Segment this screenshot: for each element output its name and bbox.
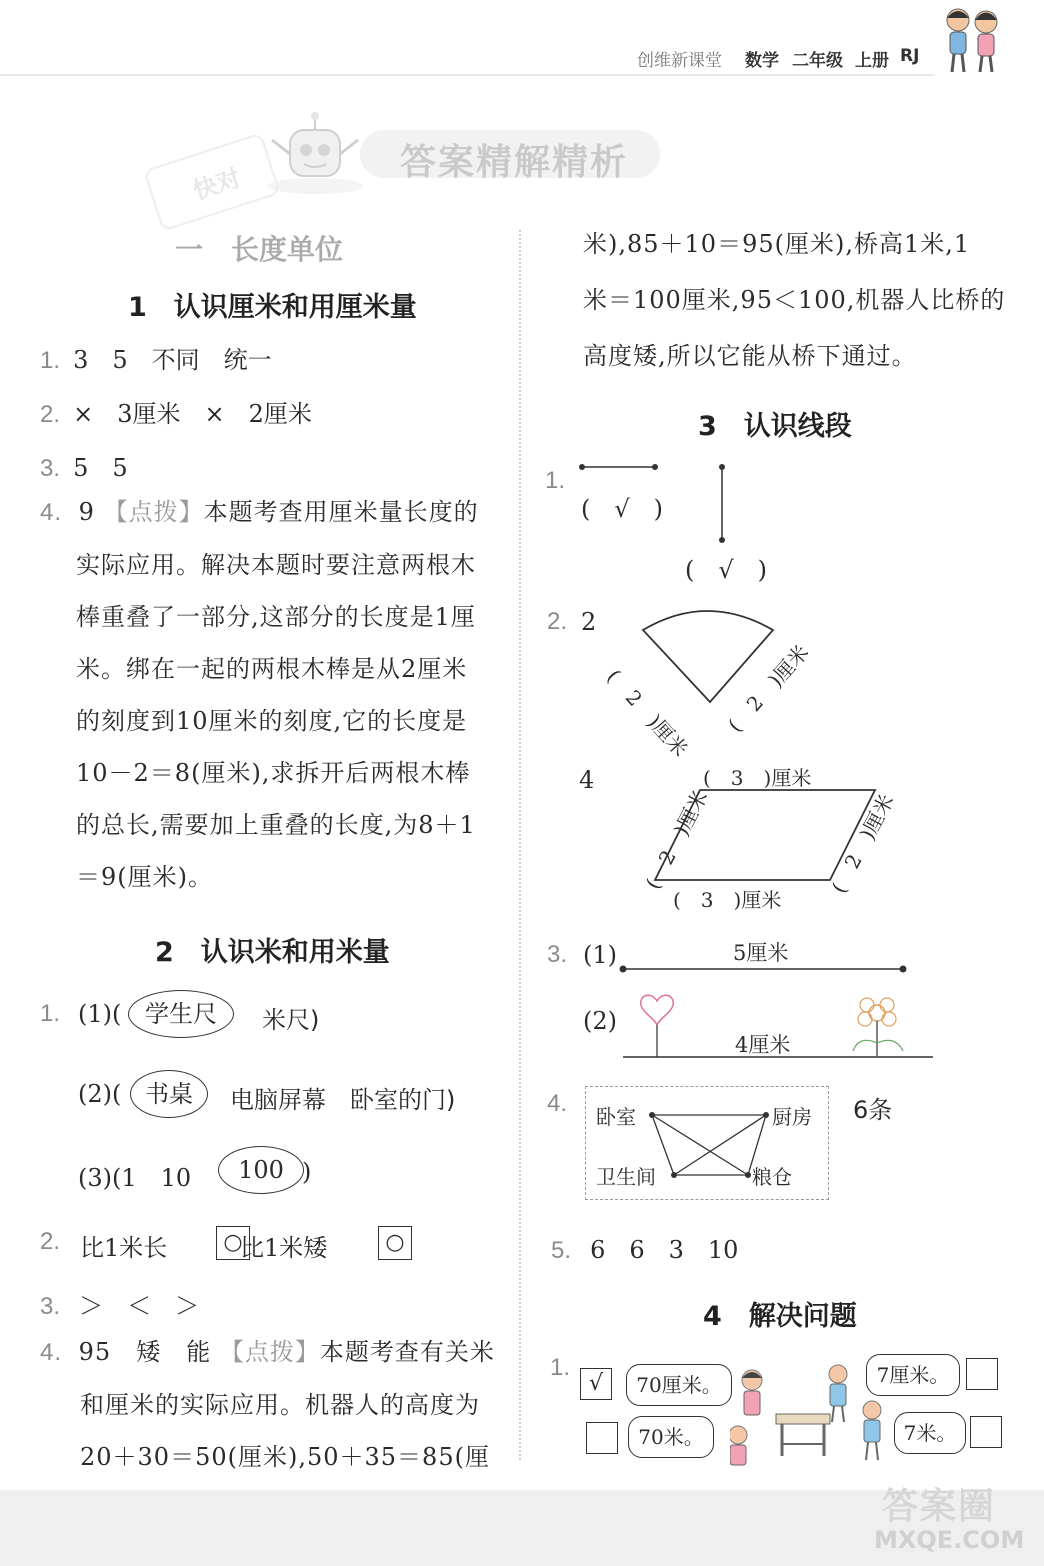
room-bedroom: 卧室 [596,1105,636,1129]
header-edition: RJ [900,46,920,66]
question-number: 1. [40,347,61,374]
option1-box [580,1368,612,1400]
lesson2-q4-continued [583,218,1005,382]
answer-text: 3 5 不同 统一 [73,346,272,374]
segment-5cm [615,963,915,975]
question-number: 5. [551,1237,572,1264]
option4-bubble [894,1412,966,1454]
banner-watermark [143,132,281,231]
explanation-line: 和厘米的实际应用。机器人的高度为 [80,1391,480,1419]
watermark-site: MXQE.COM [874,1526,1025,1554]
lesson3-q2 [545,600,899,912]
footer-watermark [870,1478,1030,1566]
explanation-line: 米＝100厘米,95＜100,机器人比桥的 [583,286,1006,314]
lesson2-q2 [40,1226,440,1266]
answer-text: 6条 [853,1096,893,1124]
explanation-line: 的刻度到10厘米的刻度,它的长度是 [76,707,468,735]
fan-label-right: ( 2 )厘米 [722,640,814,737]
question-number: 1. [550,1354,571,1381]
option-b-box [378,1226,412,1260]
para-label-top: ( 3 )厘米 [703,766,812,790]
explanation-line: 米。绑在一起的两根木棒是从2厘米 [76,655,468,683]
option1-bubble [626,1364,732,1406]
check-mark-1: ( √ ) [581,495,664,523]
header-grade: 二年级 [792,51,843,71]
answer-text: 95 矮 能 [78,1338,212,1366]
check-mark: √ [588,1371,604,1396]
explanation-line: 本题考查有关米 [319,1338,495,1366]
question-number: 4. [547,1090,568,1117]
part-prefix: (3)(1 10 [78,1164,192,1192]
explanation-line: 的总长,需要加上重叠的长度,为8＋1 [76,811,476,839]
fan-label-left: ( 2 )厘米 [602,664,693,762]
watermark-text: 快对 [189,163,245,206]
rooms-diagram [585,1086,829,1200]
question-number: 4. [40,1339,63,1366]
option-b-label: 比1米矮 [240,1234,328,1262]
part-rest: 电脑屏幕 卧室的门) [230,1086,456,1114]
question-number: 3. [40,1293,61,1320]
answer-text: ＞ ＜ ＞ [79,1292,200,1320]
watermark-logo-text: 答案圈 [882,1486,997,1527]
circled-answer [128,990,234,1038]
option3-box [966,1358,998,1390]
header-subject: 数学 [745,51,779,71]
parallelogram-answer: 4 [579,766,595,794]
explanation-line: 高度矮,所以它能从桥下通过。 [583,342,917,370]
para-label-bottom: ( 3 )厘米 [673,888,782,912]
question-number: 1. [40,1000,61,1027]
header-rule [0,74,935,76]
option-a-label: 比1米长 [80,1234,168,1262]
answer-text: 5 5 [73,454,128,482]
lesson4-q1 [550,1350,1010,1470]
circled-text: 100 [238,1156,284,1184]
part-rest: 米尺) [262,1006,320,1034]
hint-label: 【点拨】 [219,1338,320,1366]
answer-text: 9 [78,498,95,526]
lesson3-q3 [545,935,945,1065]
para-label-right: ( 2 )厘米 [826,790,899,898]
bubble-text: 70米。 [638,1425,704,1449]
room-granary: 粮仓 [752,1165,792,1189]
lesson2-title: 2 认识米和用米量 [155,937,390,968]
lesson2-q1 [40,996,510,1196]
option3-bubble [866,1354,960,1396]
explanation-line: ＝9(厘米)。 [76,863,213,891]
column-divider [519,230,521,1460]
explanation-line: 10－2＝8(厘米),求拆开后两根木棒 [76,759,471,787]
circled-answer [218,1146,304,1194]
part1-label: (1) [583,941,617,969]
lesson3-q4 [545,1086,945,1206]
explanation-line: 本题考查用厘米量长度的 [203,498,479,526]
part-rest: ) [302,1158,312,1186]
question-number: 1. [545,467,566,494]
banner-title: 答案精解精析 [400,142,629,183]
bubble-text: 7厘米。 [876,1363,950,1387]
part1-length: 5厘米 [733,941,789,965]
room-bathroom: 卫生间 [596,1165,656,1189]
lesson4-title: 4 解决问题 [703,1301,857,1332]
question-number: 3. [40,455,61,482]
part-prefix: (1)( [78,1000,122,1028]
q4-first-line [40,1326,495,1379]
lesson3-q1 [545,455,805,585]
check-mark-2: ( √ ) [685,556,768,584]
hint-label: 【点拨】 [103,498,204,526]
circle-mark: ○ [385,1230,405,1255]
lesson2-q4 [40,1326,495,1483]
question-number: 2. [547,608,568,635]
part2-label: (2) [583,1007,617,1035]
circle-mark: ○ [223,1230,243,1255]
circled-answer [130,1070,208,1118]
lesson3-title: 3 认识线段 [698,411,852,442]
lesson1-title: 1 认识厘米和用厘米量 [128,292,417,323]
q4-first-line [40,486,479,539]
bubble-text: 70厘米。 [636,1373,722,1397]
unit-title: 一 长度单位 [175,233,344,266]
option2-box [586,1422,618,1454]
explanation-line: 棒重叠了一部分,这部分的长度是1厘 [76,603,476,631]
lesson1-q1 [40,340,272,375]
kids-illustration [930,0,1010,80]
room-kitchen: 厨房 [772,1105,812,1129]
question-number: 3. [547,941,568,968]
header-volume: 上册 [855,51,889,71]
part-prefix: (2)( [78,1080,122,1108]
option2-bubble [628,1416,714,1458]
page-header [0,0,1044,110]
explanation-line: 米),85＋10＝95(厘米),桥高1米,1 [583,230,971,258]
circled-text: 学生尺 [145,1000,217,1028]
option4-box [970,1416,1002,1448]
answer-banner [150,110,690,210]
answer-text: 6 6 3 10 [590,1236,739,1264]
part2-length: 4厘米 [735,1033,791,1057]
answer-text: × 3厘米 × 2厘米 [73,400,312,428]
lesson3-q5 [551,1230,738,1265]
lesson2-q3 [40,1286,199,1321]
question-number: 2. [40,1228,61,1255]
header-series: 创维新课堂 [637,51,722,71]
lesson1-q2 [40,394,312,429]
circled-text: 书桌 [145,1080,193,1108]
fan-answer: 2 [581,608,597,636]
lesson1-q4 [40,486,479,903]
question-number: 2. [40,401,61,428]
explanation-line: 20＋30＝50(厘米),50＋35＝85(厘 [80,1443,490,1471]
explanation-line: 实际应用。解决本题时要注意两根木 [76,551,476,579]
question-number: 4. [40,499,63,526]
bubble-text: 7米。 [903,1421,957,1445]
lesson1-q3 [40,448,128,483]
para-label-left: ( 2 )厘米 [640,786,713,894]
